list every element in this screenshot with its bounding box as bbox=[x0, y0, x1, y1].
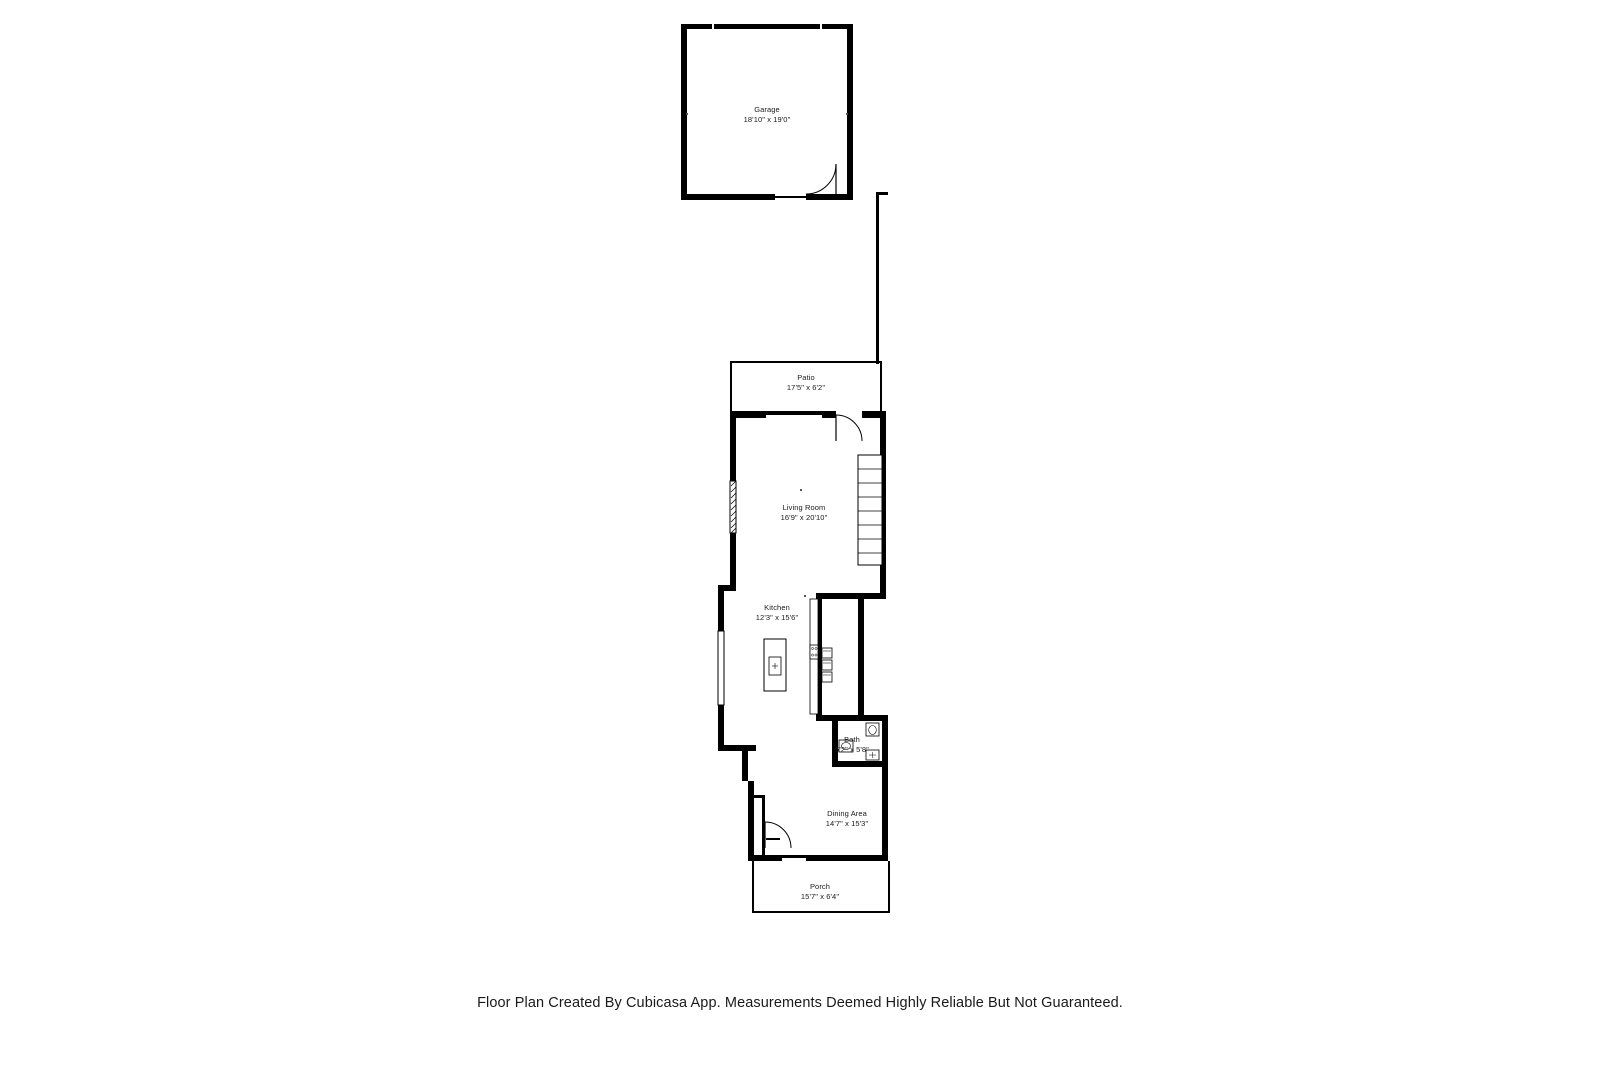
kitchen-wall-bottom-jog bbox=[718, 745, 744, 751]
room-name: Dining Area bbox=[827, 808, 867, 818]
room-dimensions: 15'7" x 6'4" bbox=[800, 892, 840, 901]
garage-marker-left bbox=[686, 113, 688, 115]
patio-wall-right bbox=[880, 361, 882, 413]
hall-wall-right bbox=[858, 599, 864, 721]
kitchen-island bbox=[764, 639, 786, 691]
dining-wall-left bbox=[748, 781, 754, 859]
kitchen-living-divider bbox=[816, 593, 886, 599]
bath-toilet-icon bbox=[866, 723, 879, 736]
kitchen-wall-left-lower bbox=[718, 705, 724, 749]
side-fence-line bbox=[876, 192, 879, 364]
garage-wall-left bbox=[681, 24, 687, 200]
porch-wall-left bbox=[752, 861, 754, 913]
garage-window-break-a bbox=[712, 24, 714, 29]
kitchen-appliance-c-icon bbox=[822, 672, 832, 682]
marker-living bbox=[800, 489, 802, 491]
room-dimensions: 17'5" x 6'2" bbox=[786, 383, 826, 392]
patio-wall-top bbox=[730, 361, 882, 363]
room-dimensions: 5'2" x 5'8" bbox=[835, 745, 869, 754]
kitchen-window-left bbox=[718, 631, 724, 705]
room-name: Porch bbox=[809, 881, 831, 891]
bath-wall-top bbox=[816, 715, 864, 721]
closet-wall-top bbox=[748, 795, 765, 798]
garage-marker-right bbox=[846, 113, 848, 115]
room-dimensions: 18'10" x 19'0" bbox=[743, 115, 791, 124]
garage-wall-bottom-left bbox=[681, 194, 775, 200]
marker-kitchen bbox=[804, 595, 806, 597]
closet-door-opening bbox=[766, 838, 780, 840]
living-window-left bbox=[730, 481, 736, 533]
patio-wall-left bbox=[730, 361, 732, 413]
bath-wall-top-right bbox=[864, 715, 888, 721]
garage-door-opening bbox=[775, 196, 806, 198]
bath-wall-right bbox=[882, 715, 888, 767]
porch-wall-bottom bbox=[752, 911, 890, 913]
dining-wall-right bbox=[882, 767, 888, 861]
kitchen-appliance-a-icon bbox=[822, 648, 832, 658]
garage-window-break-b bbox=[820, 24, 822, 29]
porch-wall-right bbox=[888, 861, 890, 913]
front-door-opening bbox=[782, 855, 806, 858]
bath-wall-left bbox=[832, 715, 838, 767]
room-dimensions: 16'9" x 20'10" bbox=[780, 513, 828, 522]
room-name: Living Room bbox=[782, 502, 826, 512]
living-wall-left-lower bbox=[730, 533, 736, 585]
kitchen-range-icon bbox=[810, 645, 818, 659]
room-name: Bath bbox=[844, 734, 860, 744]
living-wall-left-upper bbox=[730, 411, 736, 481]
side-fence-return bbox=[876, 192, 888, 195]
garage-wall-top bbox=[681, 24, 853, 29]
house-wall-top-mid bbox=[822, 411, 836, 418]
kitchen-appliance-b-icon bbox=[822, 660, 832, 670]
room-name: Garage bbox=[754, 104, 780, 114]
room-dimensions: 14'7" x 15'3" bbox=[825, 819, 869, 828]
room-dimensions: 12'3" x 15'6" bbox=[755, 613, 799, 622]
staircase bbox=[858, 455, 882, 565]
footer-disclaimer: Floor Plan Created By Cubicasa App. Measurements Deemed Highly Reliable But Not Guaranteed. bbox=[477, 995, 1123, 1011]
kitchen-wall-left-upper bbox=[718, 585, 724, 631]
garage-wall-right bbox=[847, 24, 853, 200]
bath-sink-icon bbox=[839, 740, 853, 752]
garage-wall-bottom-right bbox=[806, 194, 853, 200]
room-name: Kitchen bbox=[764, 602, 790, 612]
room-name: Patio bbox=[797, 372, 815, 382]
bath-wall-bottom bbox=[832, 761, 888, 767]
house-wall-top-door bbox=[766, 411, 822, 415]
